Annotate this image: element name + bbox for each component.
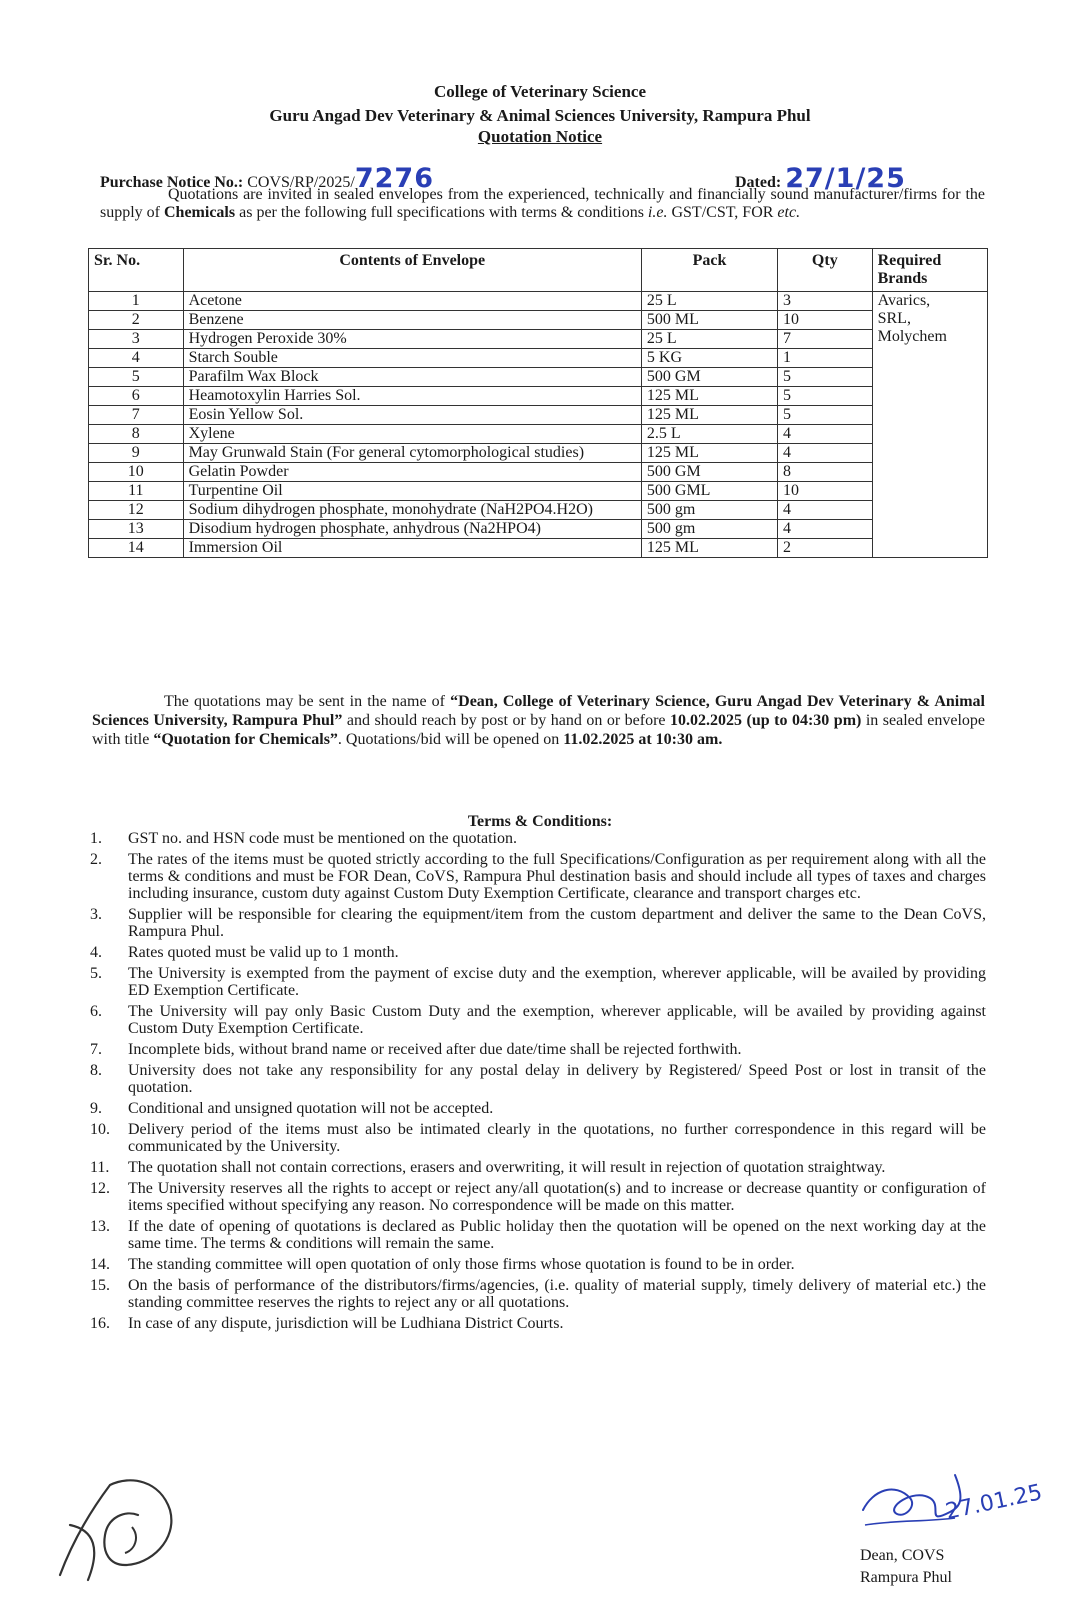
sr-cell: 2 — [89, 311, 184, 330]
term-number: 16. — [90, 1315, 110, 1332]
sr-cell: 10 — [89, 463, 184, 482]
qty-cell: 5 — [778, 368, 873, 387]
table-row — [89, 330, 988, 349]
term-number: 7. — [90, 1041, 102, 1058]
term-text: University does not take any responsibility for any postal delay in delivery by Registered/ Speed Post or lost in transit of the quotation. — [128, 1062, 986, 1096]
header-qty: Qty — [778, 249, 873, 292]
term-item — [90, 1277, 986, 1311]
table-row — [89, 463, 988, 482]
terms-list — [90, 830, 986, 1336]
sr-cell: 9 — [89, 444, 184, 463]
term-item — [90, 965, 986, 999]
item-name-cell: May Grunwald Stain (For general cytomorphological studies) — [183, 444, 641, 463]
term-text: The University is exempted from the payment of excise duty and the exemption, wherever applicable, will be availed by providing ED Exemption Certificate. — [128, 965, 986, 999]
header-required-brands: Required Brands — [872, 249, 987, 292]
term-item — [90, 1159, 986, 1176]
purchase-notice-label: Purchase Notice No.: — [100, 174, 244, 191]
term-item — [90, 1180, 986, 1214]
pack-cell: 125 ML — [641, 444, 777, 463]
handwritten-date: 27/1/25 — [785, 163, 906, 194]
table-row — [89, 406, 988, 425]
item-name-cell: Eosin Yellow Sol. — [183, 406, 641, 425]
intro-text: Quotations are invited in sealed envelopes from the experienced, technically and financially sound manufacturer/firms for the supply of — [100, 186, 985, 221]
term-text: The standing committee will open quotation of only those firms whose quotation is found to be in order. — [128, 1256, 795, 1273]
qty-cell: 4 — [778, 501, 873, 520]
term-text: Conditional and unsigned quotation will not be accepted. — [128, 1100, 494, 1117]
item-name-cell: Hydrogen Peroxide 30% — [183, 330, 641, 349]
term-text: In case of any dispute, jurisdiction will be Ludhiana District Courts. — [128, 1315, 564, 1332]
term-text: The University reserves all the rights to accept or reject any/all quotation(s) and to increase or decrease quantity or configuration of items specified without specifying any reason. No correspondence will be made on this matter. — [128, 1180, 986, 1214]
pack-cell: 500 GML — [641, 482, 777, 501]
item-name-cell: Benzene — [183, 311, 641, 330]
sr-cell: 12 — [89, 501, 184, 520]
term-number: 11. — [90, 1159, 110, 1176]
term-text: The rates of the items must be quoted strictly according to the full Specifications/Configuration as per requirement along with all the terms & conditions and must be FOR Dean, CoVS, Rampura Phul destination basis and should include all types of taxes and charges including insurance, custom duty against Custom Duty Exemption Certificate, clearance and transport charges etc. — [128, 851, 986, 902]
pack-cell: 500 ML — [641, 311, 777, 330]
qty-cell: 2 — [778, 539, 873, 558]
table-row — [89, 539, 988, 558]
table-row — [89, 520, 988, 539]
item-name-cell: Heamotoxylin Harries Sol. — [183, 387, 641, 406]
term-number: 8. — [90, 1062, 102, 1079]
term-item — [90, 1218, 986, 1252]
initials-signature-mark — [40, 1455, 200, 1595]
term-number: 12. — [90, 1180, 110, 1197]
pack-cell: 500 gm — [641, 501, 777, 520]
term-item — [90, 1100, 986, 1117]
qty-cell: 4 — [778, 444, 873, 463]
item-name-cell: Xylene — [183, 425, 641, 444]
term-number: 6. — [90, 1003, 102, 1020]
intro-paragraph — [100, 186, 985, 222]
item-name-cell: Starch Souble — [183, 349, 641, 368]
terms-title: Terms & Conditions: — [467, 813, 613, 830]
pack-cell: 500 GM — [641, 463, 777, 482]
term-item — [90, 1315, 986, 1332]
intro-text-3: GST/CST, FOR — [667, 204, 778, 221]
term-item — [90, 944, 986, 961]
intro-bold: Chemicals — [164, 204, 236, 221]
qty-cell: 3 — [778, 292, 873, 311]
term-item — [90, 1121, 986, 1155]
term-text: On the basis of performance of the distributors/firms/agencies, (i.e. quality of material supply, timely delivery of material etc.) the standing committee reserves the rights to reject any or all quotations. — [128, 1277, 986, 1311]
term-item — [90, 851, 986, 902]
item-name-cell: Gelatin Powder — [183, 463, 641, 482]
table-row — [89, 501, 988, 520]
term-number: 14. — [90, 1256, 110, 1273]
term-item — [90, 1003, 986, 1037]
header-pack: Pack — [641, 249, 777, 292]
table-row — [89, 292, 988, 311]
signatory-block — [860, 1545, 952, 1589]
qty-cell: 4 — [778, 425, 873, 444]
sr-cell: 1 — [89, 292, 184, 311]
qty-cell: 7 — [778, 330, 873, 349]
sr-cell: 4 — [89, 349, 184, 368]
qty-cell: 4 — [778, 520, 873, 539]
required-brands-cell — [872, 292, 987, 558]
qty-cell: 10 — [778, 311, 873, 330]
pack-cell: 5 KG — [641, 349, 777, 368]
term-text: Incomplete bids, without brand name or received after due date/time shall be rejected forthwith. — [128, 1041, 742, 1058]
brand-name: Molychem — [877, 328, 947, 345]
opening-date: 11.02.2025 at 10:30 am. — [563, 731, 723, 748]
table-row — [89, 311, 988, 330]
item-name-cell: Acetone — [183, 292, 641, 311]
header-contents: Contents of Envelope — [183, 249, 641, 292]
qty-cell: 8 — [778, 463, 873, 482]
qty-cell: 5 — [778, 406, 873, 425]
intro-text-2: as per the following full specifications with terms & conditions — [235, 204, 648, 221]
pack-cell: 500 gm — [641, 520, 777, 539]
term-item — [90, 1041, 986, 1058]
signature-date: 27.01.25 — [943, 1480, 1045, 1525]
pack-cell: 125 ML — [641, 539, 777, 558]
term-text: Rates quoted must be valid up to 1 month. — [128, 944, 399, 961]
qty-cell: 1 — [778, 349, 873, 368]
dated-label: Dated: — [735, 174, 782, 191]
term-number: 1. — [90, 830, 102, 847]
sr-cell: 14 — [89, 539, 184, 558]
submission-text: in sealed envelope with title — [92, 712, 986, 748]
pack-cell: 25 L — [641, 330, 777, 349]
university-name: Guru Angad Dev Veterinary & Animal Sciences University, Rampura Phul — [269, 106, 811, 125]
submission-text: The quotations may be sent in the name of — [164, 693, 451, 710]
purchase-notice-prefix: COVS/RP/2025/ — [247, 174, 355, 191]
term-text: Supplier will be responsible for clearing the equipment/item from the custom department and deliver the same to the Dean CoVS, Rampura Phul. — [128, 906, 986, 940]
table-row — [89, 425, 988, 444]
table-row — [89, 349, 988, 368]
sr-cell: 7 — [89, 406, 184, 425]
table-row — [89, 387, 988, 406]
brand-name: SRL, — [877, 310, 911, 327]
intro-italic-2: etc. — [777, 204, 801, 221]
qty-cell: 10 — [778, 482, 873, 501]
handwritten-notice-number: 7276 — [354, 163, 434, 194]
table-header-row — [89, 249, 988, 292]
term-number: 15. — [90, 1277, 110, 1294]
term-item — [90, 1256, 986, 1273]
college-name: College of Veterinary Science — [434, 82, 646, 101]
sr-cell: 11 — [89, 482, 184, 501]
term-number: 4. — [90, 944, 102, 961]
intro-italic: i.e. — [647, 204, 668, 221]
pack-cell: 125 ML — [641, 406, 777, 425]
term-text: The quotation shall not contain corrections, erasers and overwriting, it will result in rejection of quotation straightway. — [128, 1159, 886, 1176]
qty-cell: 5 — [778, 387, 873, 406]
term-number: 2. — [90, 851, 102, 868]
term-text: GST no. and HSN code must be mentioned on the quotation. — [128, 830, 517, 847]
submission-text: . Quotations/bid will be opened on — [337, 731, 564, 748]
signatory-designation: Dean, COVS — [860, 1547, 945, 1564]
pack-cell: 25 L — [641, 292, 777, 311]
sr-cell: 6 — [89, 387, 184, 406]
term-text: The University will pay only Basic Custom Duty and the exemption, wherever applicable, will be availed by providing against Custom Duty Exemption Certificate. — [128, 1003, 986, 1037]
envelope-title: “Quotation for Chemicals” — [153, 731, 338, 748]
term-number: 3. — [90, 906, 102, 923]
sr-cell: 5 — [89, 368, 184, 387]
submission-addressee: “Dean, College of Veterinary Science, Guru Angad Dev Veterinary & Animal Sciences University, Rampura Phul” — [92, 693, 985, 729]
term-item — [90, 906, 986, 940]
term-number: 5. — [90, 965, 102, 982]
submission-text: and should reach by post or by hand on or before — [342, 712, 671, 729]
item-name-cell: Parafilm Wax Block — [183, 368, 641, 387]
term-item — [90, 830, 986, 847]
table-row — [89, 368, 988, 387]
item-name-cell: Disodium hydrogen phosphate, anhydrous (Na2HPO4) — [183, 520, 641, 539]
item-name-cell: Sodium dihydrogen phosphate, monohydrate (NaH2PO4.H2O) — [183, 501, 641, 520]
sr-cell: 3 — [89, 330, 184, 349]
table-row — [89, 444, 988, 463]
brand-name: Avarics, — [877, 292, 931, 309]
submission-deadline: 10.02.2025 (up to 04:30 pm) — [670, 712, 862, 729]
items-table — [88, 248, 988, 558]
term-number: 13. — [90, 1218, 110, 1235]
pack-cell: 125 ML — [641, 387, 777, 406]
term-number: 9. — [90, 1100, 102, 1117]
item-name-cell: Turpentine Oil — [183, 482, 641, 501]
header-sr-no: Sr. No. — [89, 249, 184, 292]
sr-cell: 8 — [89, 425, 184, 444]
sr-cell: 13 — [89, 520, 184, 539]
item-name-cell: Immersion Oil — [183, 539, 641, 558]
signatory-place: Rampura Phul — [860, 1569, 952, 1586]
term-number: 10. — [90, 1121, 110, 1138]
pack-cell: 500 GM — [641, 368, 777, 387]
table-row — [89, 482, 988, 501]
term-text: If the date of opening of quotations is declared as Public holiday then the quotation will be opened on the next working day at the same time. The terms & conditions will remain the same. — [128, 1218, 986, 1252]
submission-paragraph — [92, 692, 985, 749]
pack-cell: 2.5 L — [641, 425, 777, 444]
term-item — [90, 1062, 986, 1096]
notice-title: Quotation Notice — [477, 127, 603, 146]
term-text: Delivery period of the items must also be intimated clearly in the quotations, no further correspondence in this regard will be communicated by the University. — [128, 1121, 986, 1155]
